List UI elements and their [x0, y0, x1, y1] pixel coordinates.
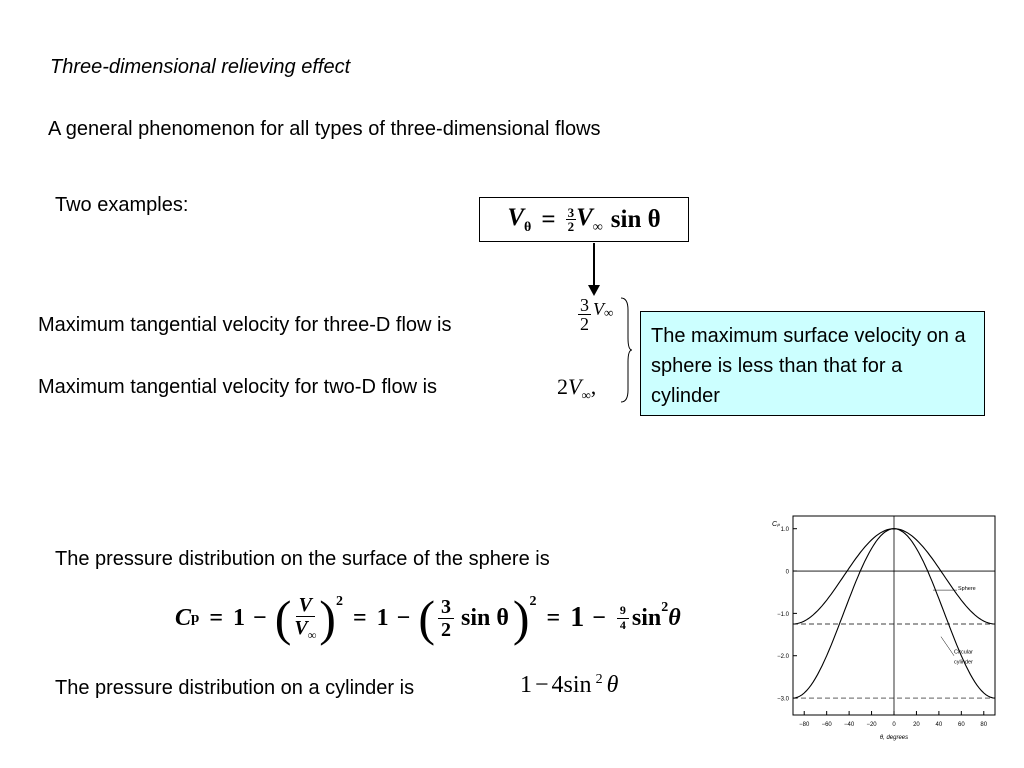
y-axis-label: Cₚ [772, 521, 781, 528]
y-tick-label: −1.0 [777, 611, 789, 618]
x-tick-label: −20 [866, 722, 877, 728]
formula-coefficient: $\frac{3}{2}$ [567, 205, 575, 234]
pressure-distribution-chart [758, 512, 1003, 762]
three-d-text: Maximum tangential velocity for three-D flow is [38, 314, 452, 336]
y-tick-label: −2.0 [777, 654, 789, 661]
y-tick-label: −3.0 [777, 696, 789, 703]
cylinder-text: The pressure distribution on a cylinder is [55, 677, 415, 699]
pressure-coefficient-formula: C p = 1 − ( V $V_\infty$ ) $^2$ = 1 − ( 3 2 sin θ ) $^2$ = 1 − $\frac{9}{4}$ sin $^2$ θ [175, 590, 681, 646]
x-tick-label: −80 [799, 722, 810, 728]
cylinder-leader [941, 637, 954, 656]
x-tick-label: 60 [957, 722, 965, 728]
two-d-value: $2V_\infty$, [557, 374, 597, 403]
formula-v-inf: $V_\infty$ [576, 203, 603, 235]
callout-box: The maximum surface velocity on a sphere is less than that for a cylinder [640, 311, 985, 416]
x-tick-label: 20 [913, 722, 920, 728]
x-tick-label: 0 [892, 722, 896, 728]
sphere-label: Sphere [958, 586, 976, 593]
intro-text: A general phenomenon for all types of three-dimensional flows [48, 118, 601, 140]
formula-sin-theta: sin θ [610, 205, 661, 233]
formula-equals: = [541, 205, 556, 233]
cylinder-formula: 1 − 4sin $^2$ θ [520, 672, 619, 698]
x-tick-label: 80 [980, 722, 988, 728]
three-d-value: $\frac{3}{2}$ V ∞ [580, 295, 614, 334]
x-tick-label: 40 [935, 722, 943, 728]
y-tick-label: 0 [785, 569, 789, 576]
x-axis-label: θ, degrees [879, 735, 909, 741]
slide-title: Three-dimensional relieving effect [50, 56, 351, 78]
right-brace-icon [619, 296, 633, 404]
sphere-text: The pressure distribution on the surface of the sphere is [55, 548, 550, 570]
two-d-text: Maximum tangential velocity for two-D flow is [38, 376, 438, 398]
cylinder-label-line2: cylinder [954, 659, 973, 666]
velocity-formula-box [479, 197, 689, 242]
y-tick-label: 1.0 [780, 527, 789, 534]
examples-label: Two examples: [55, 194, 189, 216]
x-tick-label: −60 [821, 722, 832, 728]
cylinder-label-line1: Circular [954, 649, 973, 656]
down-arrow [585, 243, 605, 297]
formula-lhs: $V_\theta$ [507, 203, 532, 235]
x-tick-label: −40 [844, 722, 855, 728]
